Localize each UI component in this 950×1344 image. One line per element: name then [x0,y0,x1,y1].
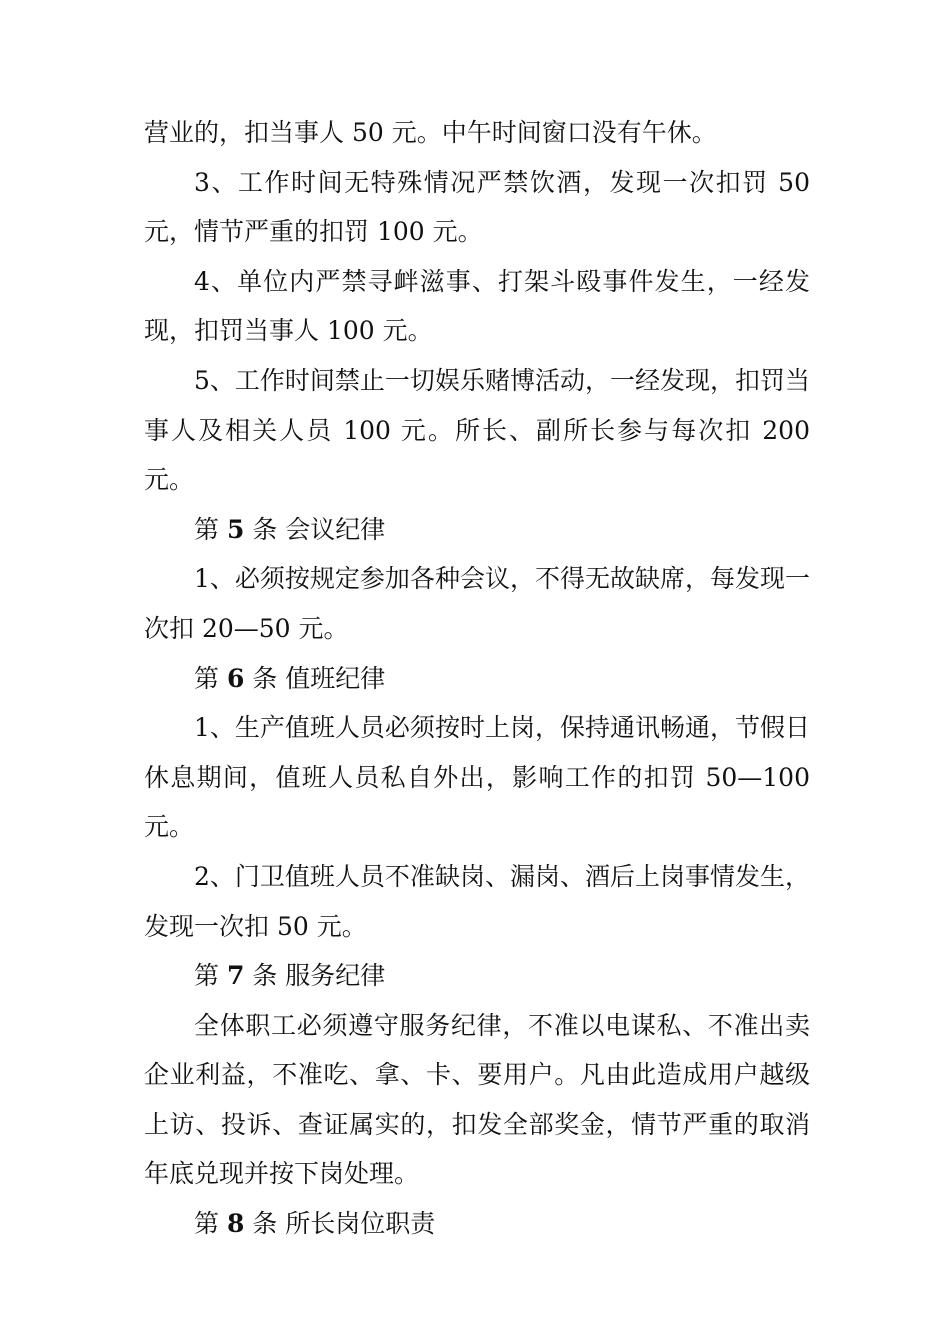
article-prefix: 第 [194,663,220,693]
paragraph-duty-2: 2、门卫值班人员不准缺岗、漏岗、酒后上岗事情发生，发现一次扣 50 元。 [144,861,810,941]
article-title: 条 所长岗位职责 [252,1209,436,1239]
article-heading-7 [144,951,810,1001]
article-number: 5 [226,514,245,544]
article-prefix: 第 [194,514,220,544]
article-prefix: 第 [194,1209,220,1239]
paragraph-continuation: 营业的，扣当事人 50 元。中午时间窗口没有午休。 [144,118,717,147]
article-number: 8 [226,1209,245,1239]
paragraph-rule-4: 4、单位内严禁寻衅滋事、打架斗殴事件发生，一经发现，扣罚当事人 100 元。 [144,266,810,346]
paragraph-meeting-1: 1、必须按规定参加各种会议，不得无故缺席，每发现一次扣 20—50 元。 [144,564,810,643]
article-title: 条 值班纪律 [252,663,386,693]
article-title: 条 服务纪律 [252,961,386,991]
article-heading-6 [144,654,810,704]
document-body [144,108,810,1249]
paragraph-duty-1: 1、生产值班人员必须按时上岗，保持通讯畅通，节假日休息期间，值班人员私自外出，影响工作的扣罚 50—100 元。 [144,713,810,842]
article-number: 6 [226,663,245,693]
paragraph-service: 全体职工必须遵守服务纪律，不准以电谋私、不准出卖企业利益，不准吃、拿、卡、要用户。凡由此造成用户越级上访、投诉、查证属实的，扣发全部奖金，情节严重的取消年底兑现并按下岗处理。 [144,1010,810,1189]
article-heading-5 [144,505,810,555]
article-heading-8 [144,1199,810,1249]
paragraph-rule-5: 5、工作时间禁止一切娱乐赌博活动，一经发现，扣罚当事人及相关人员 100 元。所长、副所长参与每次扣 200 元。 [144,365,810,495]
article-number: 7 [226,961,245,991]
article-title: 条 会议纪律 [252,514,386,544]
paragraph-rule-3: 3、工作时间无特殊情况严禁饮酒，发现一次扣罚 50 元，情节严重的扣罚 100 元。 [144,167,810,247]
article-prefix: 第 [194,961,220,991]
